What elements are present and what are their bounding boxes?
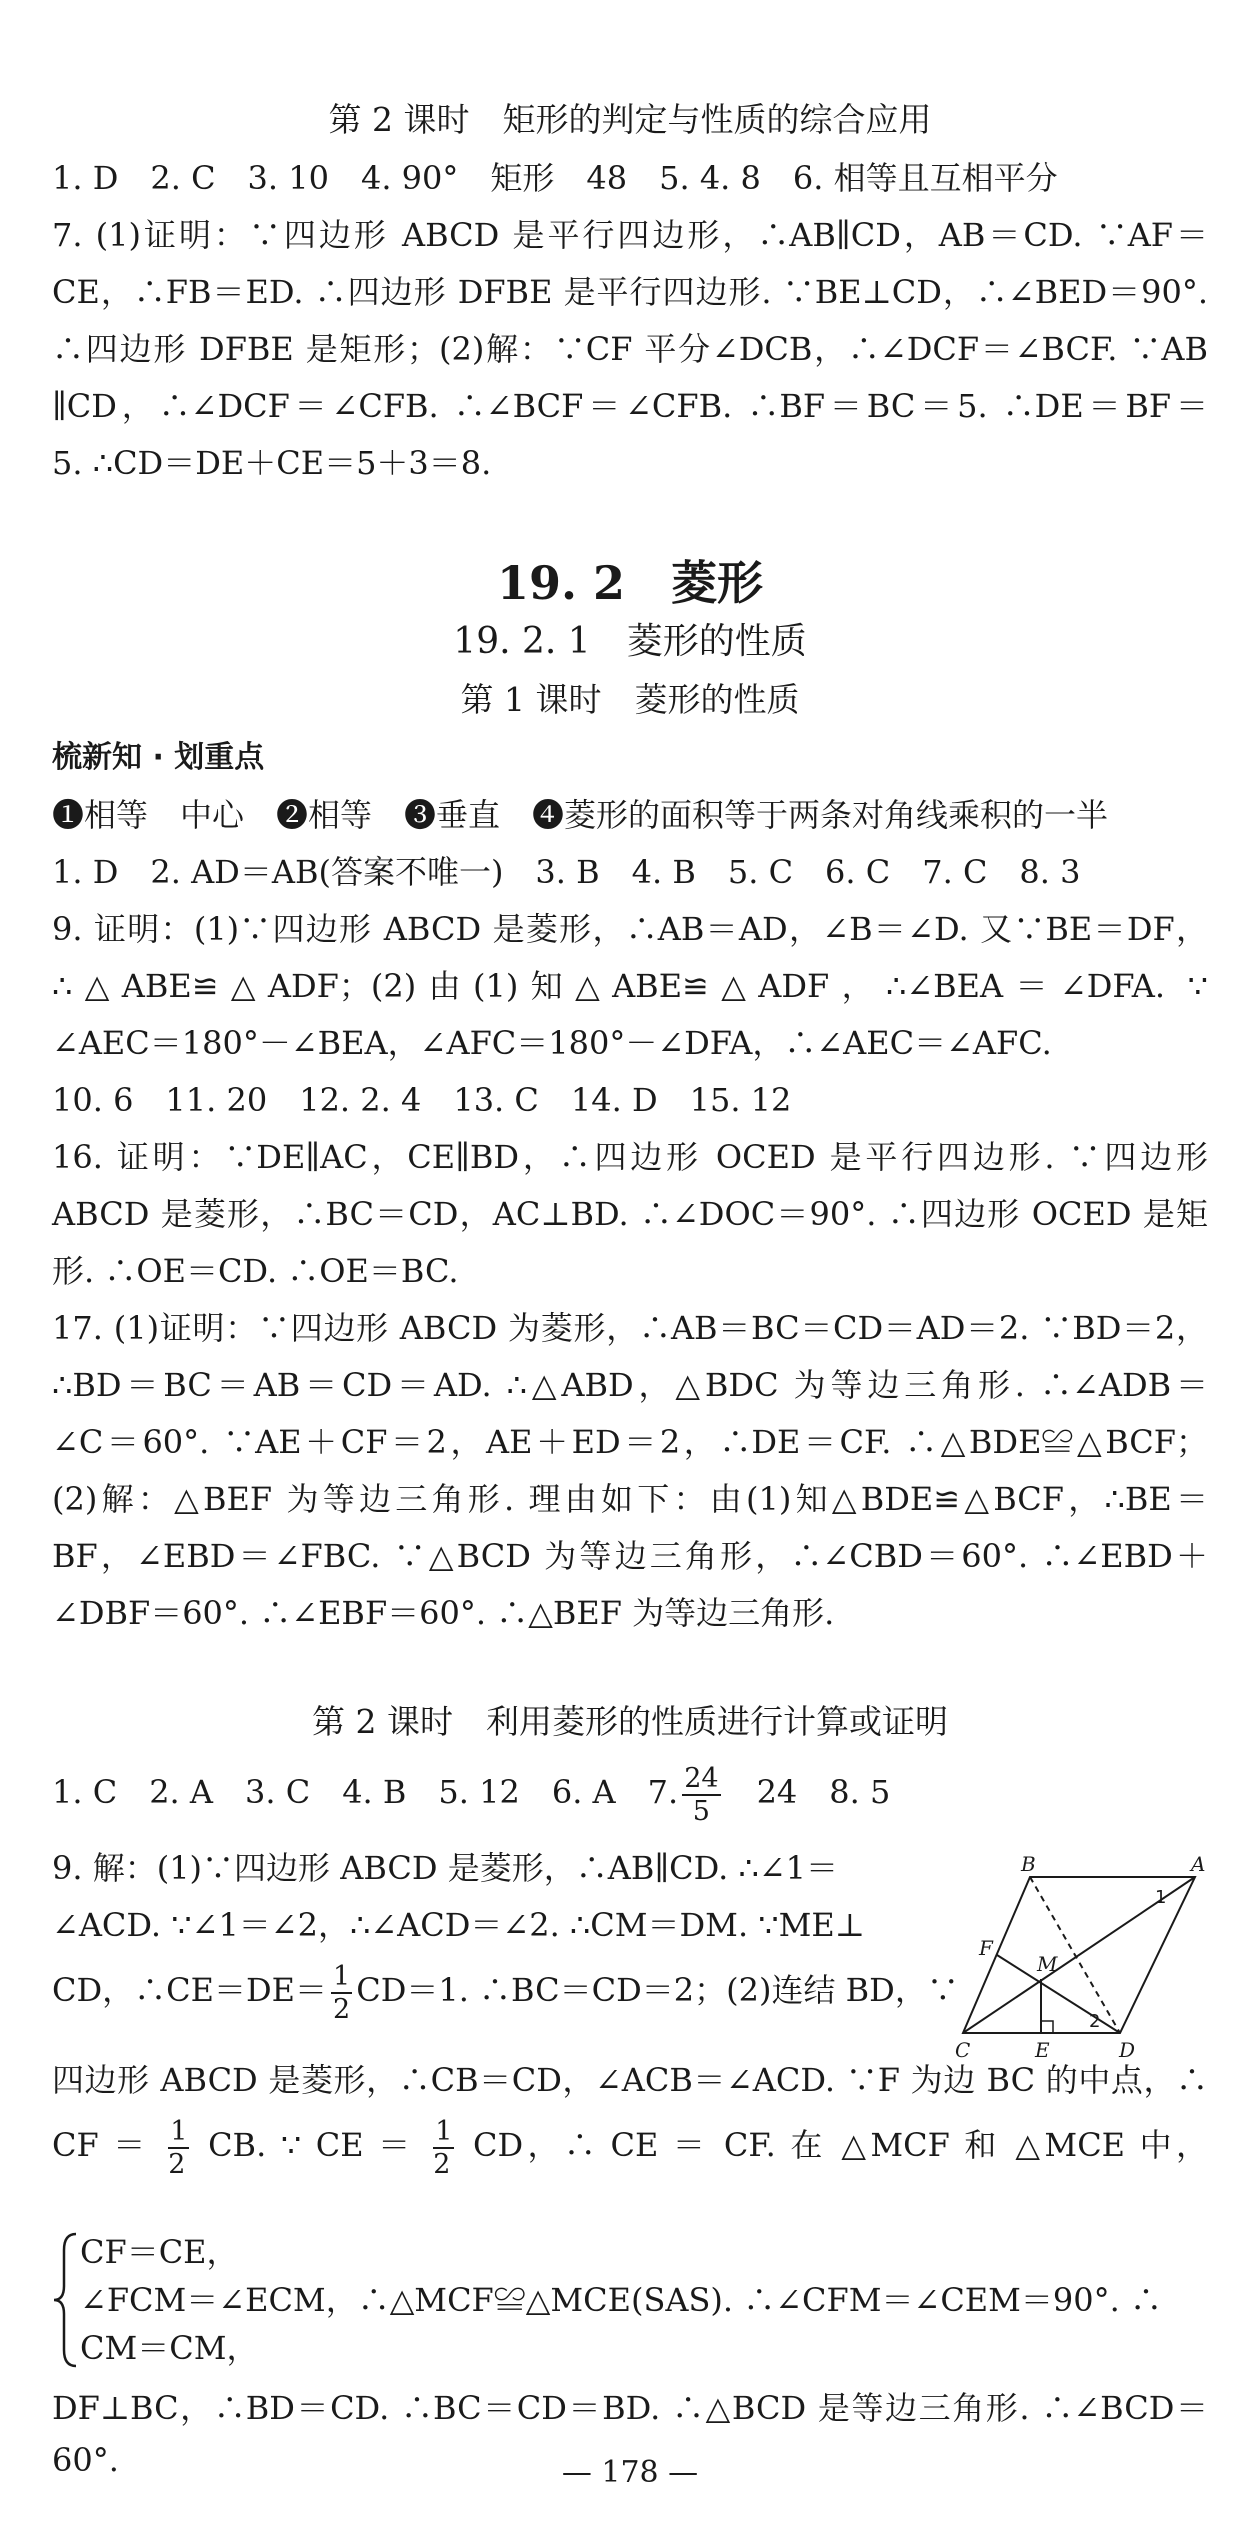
label-c: C <box>955 2038 971 2062</box>
system-line1: CF＝CE， <box>80 2233 239 2271</box>
system-line3: CM＝CM， <box>80 2329 259 2367</box>
fraction-numerator: 1 <box>170 2115 188 2147</box>
section3-p9-line1: 9. 解：(1)∵四边形 ABCD 是菱形，∴AB∥CD. ∴∠1＝ <box>52 1849 839 1887</box>
section3-answers-b: 24 8. 5 <box>756 1773 891 1811</box>
fraction-half-cb <box>168 2115 189 2180</box>
section1-p7-line4: ∥CD，∴∠DCF＝∠CFB. ∴∠BCF＝∠CFB. ∴BF＝BC＝5. ∴DE＝BF＝ <box>52 387 1208 425</box>
section2-p16-line2: ABCD 是菱形，∴BC＝CD，AC⊥BD. ∴∠DOC＝90°. ∴四边形 OCED 是矩 <box>52 1195 1208 1233</box>
section2-p17-line2: ∴BD＝BC＝AB＝CD＝AD. ∴△ABD，△BDC 为等边三角形. ∴∠ADB＝ <box>52 1366 1208 1404</box>
section2-p17-line3: ∠C＝60°. ∵AE＋CF＝2，AE＋ED＝2，∴DE＝CF. ∴△BDE≌△BCF； <box>52 1423 1208 1461</box>
section2-answers2: 10. 6 11. 20 12. 2. 4 13. C 14. D 15. 12 <box>52 1081 792 1119</box>
section3-lesson: 第 2 课时 利用菱形的性质进行计算或证明 <box>312 1702 948 1741</box>
fraction-numerator: 1 <box>435 2115 453 2147</box>
angle-2-label: 2 <box>1089 2011 1101 2032</box>
section1-title: 第 2 课时 矩形的判定与性质的综合应用 <box>328 100 932 139</box>
label-f: F <box>979 1936 993 1960</box>
section2-p9-line1: 9. 证明：(1)∵四边形 ABCD 是菱形，∴AB＝AD，∠B＝∠D. 又∵BE＝DF， <box>52 910 1208 948</box>
fraction-numerator: 1 <box>333 1960 351 1992</box>
fraction-denominator: 5 <box>692 1795 710 1827</box>
section3-p9-line5a: CF ＝ <box>52 2126 150 2164</box>
section3-p9-line4: 四边形 ABCD 是菱形，∴CB＝CD，∠ACB＝∠ACD. ∵F 为边 BC 的中点，∴ <box>52 2061 1208 2099</box>
section1-answers: 1. D 2. C 3. 10 4. 90° 矩形 48 5. 4. 8 6. 相等且互相平分 <box>52 159 1058 197</box>
section3-answers <box>52 1760 1208 1825</box>
angle-1-label: 1 <box>1155 1887 1167 1908</box>
section3-p9-line3b: CD＝1. ∴BC＝CD＝2；(2)连结 BD，∵ <box>356 1971 959 2009</box>
section2-subtitle: 19. 2. 1 菱形的性质 <box>453 621 807 662</box>
section1-p7-line1: 7. (1)证明：∵四边形 ABCD 是平行四边形，∴AB∥CD，AB＝CD. ∵AF＝ <box>52 216 1208 254</box>
fraction-numerator: 24 <box>684 1762 719 1794</box>
section3-p9-line5c: CD，∴ CE ＝ CF. 在 △MCF 和 △MCE 中， <box>472 2126 1209 2164</box>
fraction-denominator: 2 <box>433 2148 451 2180</box>
fraction-denominator: 2 <box>168 2148 186 2180</box>
section1-p7-line3: ∴四边形 DFBE 是矩形；(2)解：∵CF 平分∠DCB，∴∠DCF＝∠BCF. ∵AB <box>52 330 1208 368</box>
section3-p9-line8: DF⊥BC，∴BD＝CD. ∴BC＝CD＝BD. ∴△BCD 是等边三角形. ∴∠BCD＝ <box>52 2389 1208 2427</box>
section3-answers-a: 1. C 2. A 3. C 4. B 5. 12 6. A 7. <box>52 1773 679 1811</box>
section3-p9-line5b: CB. ∵ CE ＝ <box>208 2126 415 2164</box>
section2-p16-line1: 16. 证明：∵DE∥AC，CE∥BD，∴四边形 OCED 是平行四边形. ∵四边形 <box>52 1138 1208 1176</box>
section2-answers1: 1. D 2. AD＝AB(答案不唯一) 3. B 4. B 5. C 6. C 7. C 8. 3 <box>52 853 1081 891</box>
label-a: A <box>1191 1855 1206 1876</box>
label-d: D <box>1119 2038 1136 2062</box>
right-angle-mark <box>1041 2021 1053 2033</box>
section2-p17-line5: BF，∠EBD＝∠FBC. ∵△BCD 为等边三角形，∴∠CBD＝60°. ∴∠EBD＋ <box>52 1537 1208 1575</box>
section2-p9-line2: ∴△ABE≌△ADF；(2)由(1)知△ABE≌△ADF，∴∠BEA＝∠DFA. ∵ <box>52 967 1208 1005</box>
label-b: B <box>1021 1855 1036 1876</box>
section3-p9-line9: 60°. <box>52 2441 119 2479</box>
section3-p9-line5 <box>52 2113 1208 2178</box>
rhombus-figure <box>955 1855 1215 2065</box>
section2-heading: 梳新知 · 划重点 <box>52 740 265 775</box>
section3-p9-line2: ∠ACD. ∵∠1＝∠2，∴∠ACD＝∠2. ∴CM＝DM. ∵ME⊥ <box>52 1906 865 1944</box>
fraction-half <box>331 1960 352 2025</box>
label-e: E <box>1035 2038 1050 2062</box>
section2-title: 19. 2 菱形 <box>496 556 764 610</box>
section2-p17-line6: ∠DBF＝60°. ∴∠EBF＝60°. ∴△BEF 为等边三角形. <box>52 1594 835 1632</box>
section2-p9-line3: ∠AEC＝180°－∠BEA，∠AFC＝180°－∠DFA，∴∠AEC＝∠AFC. <box>52 1024 1052 1062</box>
section2-p16-line3: 形. ∴OE＝CD. ∴OE＝BC. <box>52 1252 459 1290</box>
section3-p9-line3a: CD，∴CE＝DE＝ <box>52 1971 328 2009</box>
section2-p17-line4: (2)解：△BEF 为等边三角形. 理由如下：由(1)知△BDE≌△BCF，∴BE＝ <box>52 1480 1208 1518</box>
fraction-half-cd <box>433 2115 454 2180</box>
section2-points: ❶相等 中心 ❷相等 ❸垂直 ❹菱形的面积等于两条对角线乘积的一半 <box>52 796 1109 834</box>
section2-p17-line1: 17. (1)证明：∵四边形 ABCD 为菱形，∴AB＝BC＝CD＝AD＝2. ∵BD＝2， <box>52 1309 1208 1347</box>
section1-p7-line2: CE，∴FB＝ED. ∴四边形 DFBE 是平行四边形. ∵BE⊥CD，∴∠BED＝90°. <box>52 273 1208 311</box>
section3-p9-line3 <box>52 1958 959 2025</box>
fraction-24-5 <box>682 1762 720 1827</box>
section2-lesson: 第 1 课时 菱形的性质 <box>460 680 800 719</box>
curly-brace-icon <box>50 2230 80 2370</box>
section1-p7-line5: 5. ∴CD＝DE＋CE＝5＋3＝8. <box>52 444 492 482</box>
page-number: — 178 — <box>561 2455 699 2490</box>
system-line2: ∠FCM＝∠ECM，∴△MCF≌△MCE(SAS). ∴∠CFM＝∠CEM＝90°. ∴ <box>80 2281 1162 2319</box>
label-m: M <box>1037 1952 1058 1976</box>
segment-fd <box>997 1955 1120 2033</box>
fraction-denominator: 2 <box>333 1993 351 2025</box>
